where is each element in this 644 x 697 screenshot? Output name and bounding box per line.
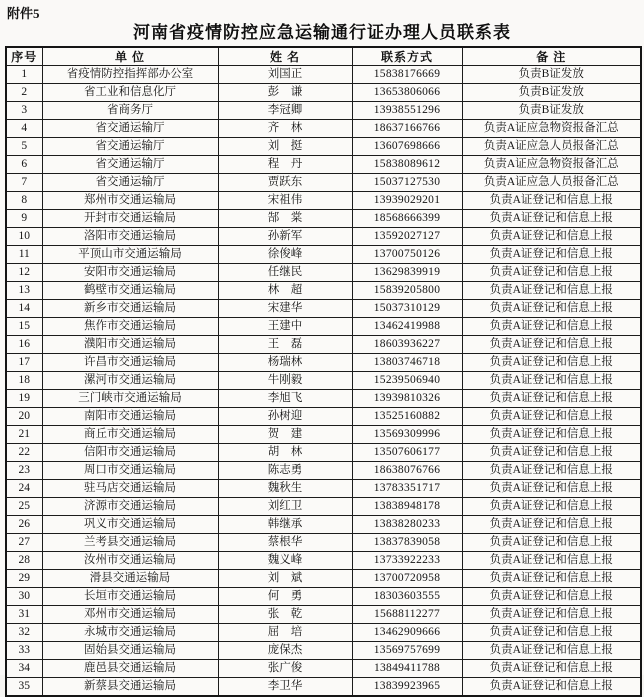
cell-note: 负责A证登记和信息上报 xyxy=(462,300,641,318)
cell-note: 负责A证登记和信息上报 xyxy=(462,498,641,516)
cell-unit: 平顶山市交通运输局 xyxy=(42,246,218,264)
cell-name: 刘国正 xyxy=(218,66,352,84)
table-row xyxy=(6,480,641,498)
table-row xyxy=(6,570,641,588)
cell-name: 刘 挺 xyxy=(218,138,352,156)
cell-note: 负责A证登记和信息上报 xyxy=(462,462,641,480)
cell-no: 15 xyxy=(6,318,42,336)
cell-phone: 13462419988 xyxy=(352,318,462,336)
header-name: 姓 名 xyxy=(218,47,352,66)
table-row xyxy=(6,588,641,606)
cell-note: 负责A证登记和信息上报 xyxy=(462,480,641,498)
attachment-label: 附件5 xyxy=(7,6,40,21)
table-row xyxy=(6,444,641,462)
table-row xyxy=(6,336,641,354)
cell-phone: 18637166766 xyxy=(352,120,462,138)
cell-phone: 15239506940 xyxy=(352,372,462,390)
table-row xyxy=(6,606,641,624)
cell-no: 34 xyxy=(6,660,42,678)
cell-unit: 商丘市交通运输局 xyxy=(42,426,218,444)
cell-unit: 新蔡县交通运输局 xyxy=(42,678,218,697)
cell-phone: 15688112277 xyxy=(352,606,462,624)
table-row xyxy=(6,120,641,138)
table-row xyxy=(6,354,641,372)
cell-unit: 省工业和信息化厅 xyxy=(42,84,218,102)
cell-note: 负责A证登记和信息上报 xyxy=(462,426,641,444)
table-row xyxy=(6,408,641,426)
cell-phone: 13569309996 xyxy=(352,426,462,444)
cell-name: 牛刚毅 xyxy=(218,372,352,390)
cell-no: 3 xyxy=(6,102,42,120)
table-row xyxy=(6,516,641,534)
cell-unit: 周口市交通运输局 xyxy=(42,462,218,480)
cell-no: 12 xyxy=(6,264,42,282)
cell-no: 5 xyxy=(6,138,42,156)
cell-no: 23 xyxy=(6,462,42,480)
cell-phone: 13653806066 xyxy=(352,84,462,102)
cell-name: 屈 培 xyxy=(218,624,352,642)
cell-phone: 15839205800 xyxy=(352,282,462,300)
cell-unit: 濮阳市交通运输局 xyxy=(42,336,218,354)
cell-phone: 18303603555 xyxy=(352,588,462,606)
cell-phone: 13838948178 xyxy=(352,498,462,516)
cell-note: 负责B证发放 xyxy=(462,66,641,84)
cell-note: 负责A证登记和信息上报 xyxy=(462,390,641,408)
cell-name: 徐俊峰 xyxy=(218,246,352,264)
table-row xyxy=(6,138,641,156)
cell-name: 刘 斌 xyxy=(218,570,352,588)
cell-phone: 15838089612 xyxy=(352,156,462,174)
cell-note: 负责A证登记和信息上报 xyxy=(462,372,641,390)
cell-note: 负责A证登记和信息上报 xyxy=(462,624,641,642)
cell-phone: 13849411788 xyxy=(352,660,462,678)
cell-unit: 省交通运输厅 xyxy=(42,120,218,138)
header-unit: 单 位 xyxy=(42,47,218,66)
table-header-row xyxy=(6,47,641,66)
table-row xyxy=(6,426,641,444)
table-row xyxy=(6,300,641,318)
cell-phone: 13938551296 xyxy=(352,102,462,120)
table-row xyxy=(6,210,641,228)
header-note: 备 注 xyxy=(462,47,641,66)
cell-phone: 13839923965 xyxy=(352,678,462,697)
cell-name: 韩继承 xyxy=(218,516,352,534)
cell-note: 负责A证登记和信息上报 xyxy=(462,444,641,462)
cell-no: 7 xyxy=(6,174,42,192)
table-row xyxy=(6,372,641,390)
cell-no: 6 xyxy=(6,156,42,174)
cell-name: 齐 林 xyxy=(218,120,352,138)
cell-no: 14 xyxy=(6,300,42,318)
cell-no: 10 xyxy=(6,228,42,246)
cell-unit: 永城市交通运输局 xyxy=(42,624,218,642)
cell-phone: 13462909666 xyxy=(352,624,462,642)
cell-phone: 13700750126 xyxy=(352,246,462,264)
cell-no: 16 xyxy=(6,336,42,354)
table-row xyxy=(6,534,641,552)
cell-unit: 省商务厅 xyxy=(42,102,218,120)
cell-no: 28 xyxy=(6,552,42,570)
cell-unit: 洛阳市交通运输局 xyxy=(42,228,218,246)
cell-note: 负责A证登记和信息上报 xyxy=(462,246,641,264)
cell-note: 负责A证应急物资报备汇总 xyxy=(462,156,641,174)
cell-unit: 巩义市交通运输局 xyxy=(42,516,218,534)
cell-unit: 滑县交通运输局 xyxy=(42,570,218,588)
cell-phone: 13939029201 xyxy=(352,192,462,210)
cell-unit: 省交通运输厅 xyxy=(42,174,218,192)
cell-note: 负责A证应急人员报备汇总 xyxy=(462,138,641,156)
cell-name: 宋祖伟 xyxy=(218,192,352,210)
cell-phone: 13607698666 xyxy=(352,138,462,156)
cell-no: 35 xyxy=(6,678,42,697)
cell-phone: 18638076766 xyxy=(352,462,462,480)
cell-no: 13 xyxy=(6,282,42,300)
cell-phone: 15037310129 xyxy=(352,300,462,318)
cell-name: 魏义峰 xyxy=(218,552,352,570)
cell-phone: 18603936227 xyxy=(352,336,462,354)
cell-no: 25 xyxy=(6,498,42,516)
cell-unit: 汝州市交通运输局 xyxy=(42,552,218,570)
cell-phone: 13733922233 xyxy=(352,552,462,570)
cell-name: 林 超 xyxy=(218,282,352,300)
cell-name: 王 磊 xyxy=(218,336,352,354)
cell-name: 魏秋生 xyxy=(218,480,352,498)
cell-name: 李旭飞 xyxy=(218,390,352,408)
cell-note: 负责A证登记和信息上报 xyxy=(462,606,641,624)
cell-no: 18 xyxy=(6,372,42,390)
cell-note: 负责A证登记和信息上报 xyxy=(462,516,641,534)
cell-no: 19 xyxy=(6,390,42,408)
cell-no: 17 xyxy=(6,354,42,372)
cell-no: 20 xyxy=(6,408,42,426)
page-title: 河南省疫情防控应急运输通行证办理人员联系表 xyxy=(133,23,511,42)
cell-phone: 13629839919 xyxy=(352,264,462,282)
cell-phone: 13837839058 xyxy=(352,534,462,552)
cell-unit: 焦作市交通运输局 xyxy=(42,318,218,336)
table-row xyxy=(6,642,641,660)
cell-no: 4 xyxy=(6,120,42,138)
table-row xyxy=(6,498,641,516)
cell-note: 负责A证登记和信息上报 xyxy=(462,318,641,336)
cell-unit: 长垣市交通运输局 xyxy=(42,588,218,606)
cell-note: 负责A证登记和信息上报 xyxy=(462,588,641,606)
table-row xyxy=(6,192,641,210)
table-row xyxy=(6,552,641,570)
cell-no: 26 xyxy=(6,516,42,534)
cell-phone: 13525160882 xyxy=(352,408,462,426)
cell-unit: 三门峡市交通运输局 xyxy=(42,390,218,408)
cell-phone: 13783351717 xyxy=(352,480,462,498)
cell-no: 9 xyxy=(6,210,42,228)
cell-no: 27 xyxy=(6,534,42,552)
cell-name: 胡 林 xyxy=(218,444,352,462)
cell-name: 郜 棠 xyxy=(218,210,352,228)
cell-note: 负责B证发放 xyxy=(462,102,641,120)
cell-note: 负责A证登记和信息上报 xyxy=(462,354,641,372)
cell-unit: 固始县交通运输局 xyxy=(42,642,218,660)
cell-note: 负责A证登记和信息上报 xyxy=(462,192,641,210)
cell-no: 31 xyxy=(6,606,42,624)
table-row xyxy=(6,174,641,192)
cell-name: 李冠卿 xyxy=(218,102,352,120)
cell-unit: 济源市交通运输局 xyxy=(42,498,218,516)
cell-phone: 13507606177 xyxy=(352,444,462,462)
cell-name: 程 丹 xyxy=(218,156,352,174)
cell-no: 1 xyxy=(6,66,42,84)
cell-no: 32 xyxy=(6,624,42,642)
cell-note: 负责A证登记和信息上报 xyxy=(462,534,641,552)
cell-phone: 13838280233 xyxy=(352,516,462,534)
cell-note: 负责A证登记和信息上报 xyxy=(462,678,641,697)
cell-note: 负责A证登记和信息上报 xyxy=(462,210,641,228)
cell-unit: 许昌市交通运输局 xyxy=(42,354,218,372)
cell-no: 2 xyxy=(6,84,42,102)
cell-name: 刘红卫 xyxy=(218,498,352,516)
cell-unit: 鹤壁市交通运输局 xyxy=(42,282,218,300)
cell-no: 30 xyxy=(6,588,42,606)
table-row xyxy=(6,624,641,642)
cell-unit: 信阳市交通运输局 xyxy=(42,444,218,462)
cell-unit: 邓州市交通运输局 xyxy=(42,606,218,624)
cell-note: 负责A证登记和信息上报 xyxy=(462,552,641,570)
cell-unit: 郑州市交通运输局 xyxy=(42,192,218,210)
cell-phone: 13939810326 xyxy=(352,390,462,408)
cell-unit: 驻马店交通运输局 xyxy=(42,480,218,498)
table-row xyxy=(6,84,641,102)
table-body xyxy=(6,66,641,697)
cell-no: 11 xyxy=(6,246,42,264)
cell-no: 8 xyxy=(6,192,42,210)
cell-no: 22 xyxy=(6,444,42,462)
cell-name: 陈志勇 xyxy=(218,462,352,480)
cell-note: 负责A证登记和信息上报 xyxy=(462,570,641,588)
cell-name: 孙树迎 xyxy=(218,408,352,426)
cell-unit: 南阳市交通运输局 xyxy=(42,408,218,426)
cell-phone: 15838176669 xyxy=(352,66,462,84)
table-row xyxy=(6,228,641,246)
cell-name: 张广俊 xyxy=(218,660,352,678)
cell-phone: 18568666399 xyxy=(352,210,462,228)
table-row xyxy=(6,318,641,336)
table-row xyxy=(6,102,641,120)
cell-note: 负责A证登记和信息上报 xyxy=(462,642,641,660)
table-row xyxy=(6,678,641,697)
cell-name: 何 勇 xyxy=(218,588,352,606)
cell-no: 21 xyxy=(6,426,42,444)
table-row xyxy=(6,156,641,174)
cell-name: 宋建华 xyxy=(218,300,352,318)
contact-table xyxy=(5,46,642,697)
table-row xyxy=(6,246,641,264)
cell-phone: 15037127530 xyxy=(352,174,462,192)
cell-note: 负责A证应急人员报备汇总 xyxy=(462,174,641,192)
cell-name: 孙新军 xyxy=(218,228,352,246)
cell-unit: 省交通运输厅 xyxy=(42,156,218,174)
cell-no: 29 xyxy=(6,570,42,588)
cell-phone: 13569757699 xyxy=(352,642,462,660)
cell-no: 33 xyxy=(6,642,42,660)
cell-unit: 鹿邑县交通运输局 xyxy=(42,660,218,678)
cell-note: 负责B证发放 xyxy=(462,84,641,102)
cell-unit: 漯河市交通运输局 xyxy=(42,372,218,390)
cell-unit: 安阳市交通运输局 xyxy=(42,264,218,282)
cell-unit: 兰考县交通运输局 xyxy=(42,534,218,552)
cell-name: 任继民 xyxy=(218,264,352,282)
cell-name: 蔡根华 xyxy=(218,534,352,552)
cell-note: 负责A证登记和信息上报 xyxy=(462,282,641,300)
cell-name: 庞保杰 xyxy=(218,642,352,660)
cell-note: 负责A证登记和信息上报 xyxy=(462,336,641,354)
cell-name: 杨瑞林 xyxy=(218,354,352,372)
cell-unit: 开封市交通运输局 xyxy=(42,210,218,228)
cell-unit: 新乡市交通运输局 xyxy=(42,300,218,318)
table-row xyxy=(6,66,641,84)
cell-name: 王建中 xyxy=(218,318,352,336)
cell-name: 李卫华 xyxy=(218,678,352,697)
table-row xyxy=(6,282,641,300)
cell-name: 张 乾 xyxy=(218,606,352,624)
cell-name: 贺 建 xyxy=(218,426,352,444)
cell-no: 24 xyxy=(6,480,42,498)
table-row xyxy=(6,264,641,282)
header-no: 序号 xyxy=(6,47,42,66)
cell-name: 贾跃东 xyxy=(218,174,352,192)
table-row xyxy=(6,390,641,408)
cell-name: 彭 谦 xyxy=(218,84,352,102)
cell-unit: 省交通运输厅 xyxy=(42,138,218,156)
table-row xyxy=(6,462,641,480)
cell-phone: 13592027127 xyxy=(352,228,462,246)
header-phone: 联系方式 xyxy=(352,47,462,66)
cell-phone: 13700720958 xyxy=(352,570,462,588)
cell-note: 负责A证登记和信息上报 xyxy=(462,408,641,426)
cell-note: 负责A证登记和信息上报 xyxy=(462,228,641,246)
cell-note: 负责A证登记和信息上报 xyxy=(462,264,641,282)
cell-unit: 省疫情防控指挥部办公室 xyxy=(42,66,218,84)
cell-phone: 13803746718 xyxy=(352,354,462,372)
cell-note: 负责A证应急物资报备汇总 xyxy=(462,120,641,138)
cell-note: 负责A证登记和信息上报 xyxy=(462,660,641,678)
